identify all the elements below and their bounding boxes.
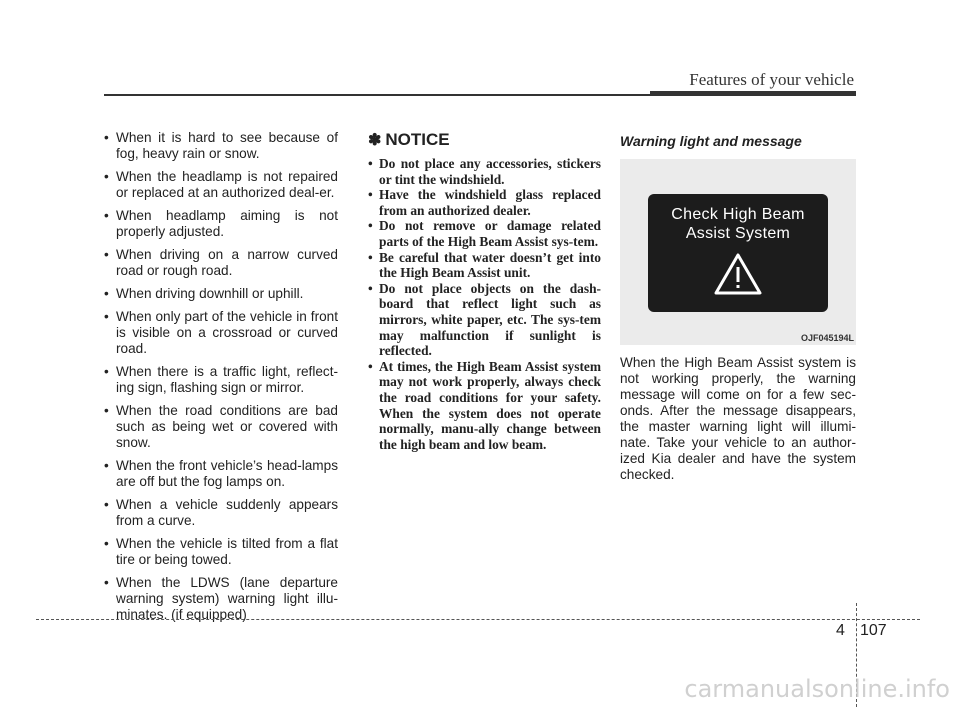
list-item: • Have the windshield glass replaced from an authorized dealer.	[368, 187, 601, 218]
list-item: • When a vehicle suddenly appears from a curve.	[100, 497, 338, 529]
list-item: • Do not place objects on the dash-board that reflect light such as mirrors, white paper, etc. The sys-tem may malfunction if sunlight is reflected.	[368, 281, 601, 359]
notice-heading	[368, 130, 601, 150]
list-item: • Do not remove or damage related parts of the High Beam Assist sys-tem.	[368, 218, 601, 249]
list-item: • When the LDWS (lane departure warning system) warning light illu-minates. (if equipped)	[100, 575, 338, 623]
list-item: • When the front vehicle’s head-lamps are off but the fog lamps on.	[100, 458, 338, 490]
column-left	[100, 130, 338, 630]
list-item: • Do not place any accessories, stickers or tint the windshield.	[368, 156, 601, 187]
list-item: • When there is a traffic light, reflect-ing sign, flashing sign or mirror.	[100, 364, 338, 396]
list-item: • When the road conditions are bad such as being wet or covered with snow.	[100, 403, 338, 451]
watermark: carmanualsonline.info	[684, 675, 950, 703]
list-item: • At times, the High Beam Assist system may not work properly, always check the road conditions for your safety. When the system does not operate normally, manu-ally change between the high beam and low beam.	[368, 359, 601, 453]
figure-code: OJF045194L	[800, 333, 854, 343]
column-right	[620, 130, 856, 483]
list-item: • When driving downhill or uphill.	[100, 286, 338, 302]
display-message-line1: Check High Beam	[671, 206, 805, 223]
cluster-display	[648, 194, 828, 312]
list-item: • When the vehicle is tilted from a flat tire or being towed.	[100, 536, 338, 568]
conditions-list	[100, 130, 338, 623]
footer-rule	[36, 619, 920, 620]
chapter-number: 4	[836, 622, 845, 639]
warning-description: When the High Beam Assist system is not working properly, the warning message will come on for a few sec-onds. After the message disappears, the master warning light will illumi-nate. Take your vehicle to an author-ized Kia dealer and have the system checked.	[620, 355, 856, 482]
list-item: • When headlamp aiming is not properly adjusted.	[100, 208, 338, 240]
list-item: • When driving on a narrow curved road or rough road.	[100, 247, 338, 279]
column-middle	[368, 130, 601, 452]
notice-title: NOTICE	[385, 130, 450, 149]
list-item: • When only part of the vehicle in front is visible on a crossroad or curved road.	[100, 309, 338, 357]
warning-triangle-icon	[713, 252, 763, 296]
notice-list	[368, 156, 601, 452]
display-message-line2: Assist System	[685, 225, 791, 242]
list-item: • Be careful that water doesn’t get into the High Beam Assist unit.	[368, 250, 601, 281]
header-title: Features of your vehicle	[689, 70, 854, 89]
list-item: • When the headlamp is not repaired or replaced at an authorized deal-er.	[100, 169, 338, 201]
header-rule-accent	[650, 91, 856, 96]
asterisk-icon: ✽	[368, 132, 382, 149]
page-number: 107	[860, 622, 887, 639]
list-item: • When it is hard to see because of fog, heavy rain or snow.	[100, 130, 338, 162]
section-title: Warning light and message	[620, 133, 802, 149]
warning-figure	[620, 159, 856, 345]
